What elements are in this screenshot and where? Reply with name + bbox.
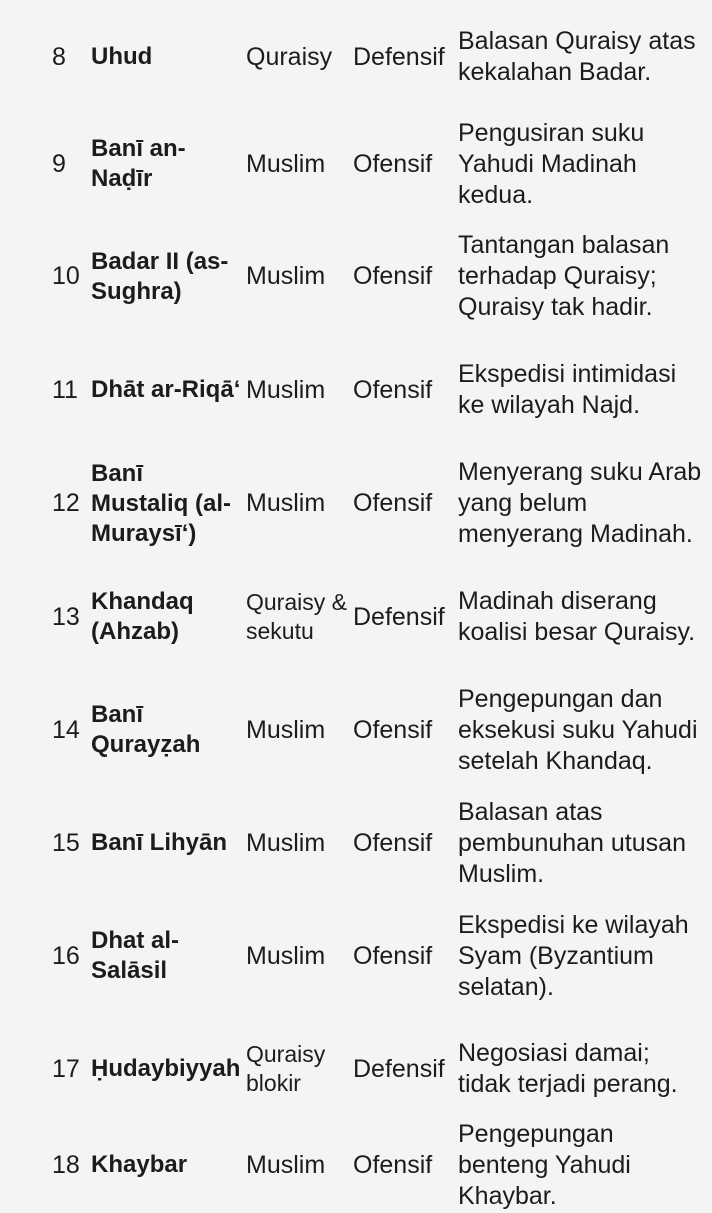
battle-name: Uhud	[91, 43, 153, 70]
row-number: 15	[52, 828, 80, 857]
battle-type: Ofensif	[353, 715, 433, 744]
battle-type: Ofensif	[353, 149, 433, 178]
initiator: Muslim	[246, 149, 326, 178]
battle-type: Ofensif	[353, 1150, 433, 1179]
battle-name: Ḥudaybiyyah	[91, 1055, 241, 1082]
initiator: Muslim	[246, 262, 326, 290]
battle-type: Ofensif	[353, 375, 433, 404]
description: Pengepungan dan eksekusi suku Yahudi setelah Khandaq.	[458, 684, 698, 775]
description: Tantangan balasan terhadap Quraisy; Quraisy tak hadir.	[458, 231, 670, 321]
initiator: Quraisy	[246, 42, 333, 71]
initiator: Quraisy blokir	[246, 1041, 326, 1096]
table-row	[0, 665, 712, 795]
table-row	[0, 569, 712, 665]
row-number: 12	[52, 489, 80, 517]
row-number: 17	[52, 1054, 80, 1083]
row-number: 16	[52, 941, 80, 970]
table-row	[0, 891, 712, 1021]
description: Ekspedisi ke wilayah Syam (Byzantium selatan).	[458, 910, 689, 1001]
table-row	[0, 211, 712, 342]
battle-type: Ofensif	[353, 489, 433, 517]
description: Menyerang suku Arab yang belum menyerang Madinah.	[458, 458, 702, 548]
table-row	[0, 1117, 712, 1213]
battle-name: Khandaq (Ahzab)	[91, 588, 194, 645]
battle-name: Badar II (as-Sughra)	[91, 247, 229, 305]
description: Pengepungan benteng Yahudi Khaybar.	[458, 1119, 631, 1210]
row-number: 11	[52, 375, 78, 404]
description: Balasan atas pembunuhan utusan Muslim.	[458, 797, 686, 888]
battle-name: Banī Mustaliq (al-Muraysī‘)	[91, 459, 232, 547]
description: Ekspedisi intimidasi ke wilayah Najd.	[458, 360, 677, 419]
battle-type: Ofensif	[353, 941, 433, 970]
description: Madinah diserang koalisi besar Quraisy.	[458, 587, 696, 646]
initiator: Muslim	[246, 375, 326, 404]
battle-type: Defensif	[353, 602, 445, 631]
table-row	[0, 438, 712, 569]
battle-name: Dhāt ar-Riqā‘	[91, 376, 241, 403]
description: Pengusiran suku Yahudi Madinah kedua.	[458, 118, 645, 209]
battle-name: Dhat al-Salāsil	[91, 927, 180, 984]
battle-name: Banī Qurayẓah	[91, 701, 201, 758]
table-row	[0, 0, 712, 117]
row-number: 14	[52, 715, 80, 744]
initiator: Muslim	[246, 1150, 326, 1179]
battle-name: Khaybar	[91, 1151, 188, 1178]
battle-type: Ofensif	[353, 828, 433, 857]
initiator: Muslim	[246, 828, 326, 857]
battle-type: Ofensif	[353, 262, 433, 290]
battle-name: Banī Lihyān	[91, 829, 228, 856]
battle-type: Defensif	[353, 42, 445, 71]
initiator: Muslim	[246, 489, 326, 517]
battle-type: Defensif	[353, 1054, 445, 1083]
row-number: 13	[52, 602, 80, 631]
initiator: Muslim	[246, 941, 326, 970]
table-row	[0, 795, 712, 891]
table-row	[0, 117, 712, 211]
row-number: 10	[52, 262, 80, 290]
row-number: 9	[52, 149, 66, 178]
description: Balasan Quraisy atas kekalahan Badar.	[458, 27, 696, 86]
battle-name: Banī an-Naḍīr	[91, 135, 186, 192]
table-row	[0, 1021, 712, 1117]
initiator: Muslim	[246, 715, 326, 744]
row-number: 8	[52, 42, 66, 71]
initiator: Quraisy & sekutu	[246, 589, 347, 644]
table-row	[0, 342, 712, 438]
description: Negosiasi damai; tidak terjadi perang.	[458, 1039, 678, 1098]
row-number: 18	[52, 1150, 80, 1179]
